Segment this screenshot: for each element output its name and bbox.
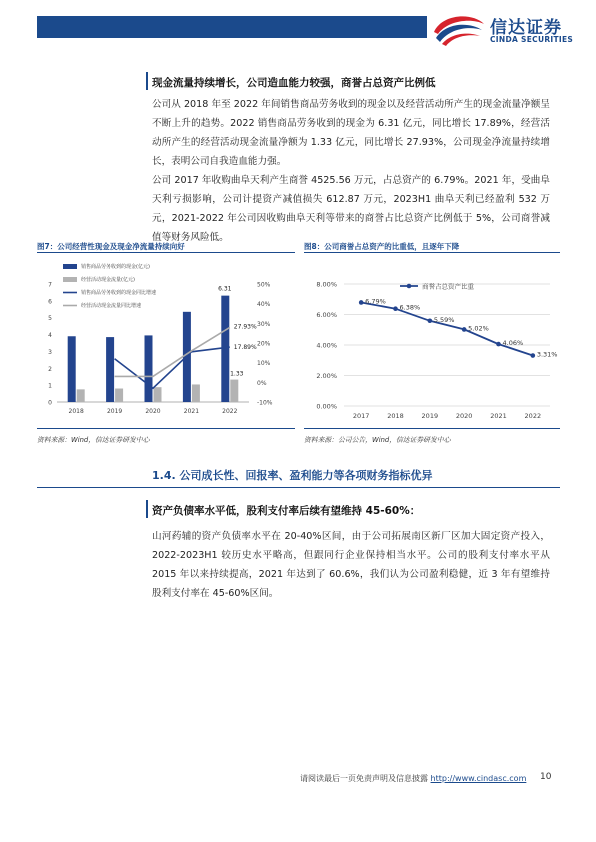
fig8-source: 资料来源：公司公告，Wind，信达证券研发中心 [304, 436, 451, 444]
left-tick-label: 6 [48, 298, 52, 306]
legend-label: 经营活动现金流量(亿元) [81, 277, 135, 283]
fig7-bottom-rule [37, 428, 295, 429]
legend-swatch-dot [407, 284, 412, 289]
x-tick-label: 2020 [145, 408, 161, 415]
fig7-title: 图7：公司经营性现金及现金净流量持续向好 [37, 242, 185, 251]
x-tick-label: 2022 [222, 408, 238, 415]
header-bar [37, 16, 427, 38]
legend-label: 商誉占总资产比重 [422, 282, 474, 291]
x-tick-label: 2019 [421, 412, 439, 420]
x-tick-label: 2017 [352, 412, 370, 420]
left-tick-label: 1 [48, 382, 52, 390]
legend-swatch [63, 277, 77, 282]
fig8-bottom-rule [304, 428, 560, 429]
bar-sales-cash [106, 337, 114, 402]
leverage-headline: 资产负债率水平低，股利支付率后续有望维持 45-60%： [152, 505, 421, 517]
legend-label: 经营活动现金流量同比增速 [81, 303, 142, 309]
fig8-chart [304, 256, 560, 424]
left-tick-label: 0 [48, 399, 52, 407]
goodwill-ratio-point [428, 318, 433, 323]
section-title-rule [37, 487, 560, 488]
right-tick-label: 0% [257, 379, 267, 387]
bar-op-cashflow [115, 389, 123, 402]
goodwill-ratio-point [462, 327, 467, 332]
fig7-chart [37, 256, 297, 424]
paragraph-goodwill: 公司 2017 年收购曲阜天利产生商誉 4525.56 万元，占总资产的 6.79%。2021 年，受曲阜天利亏损影响，公司计提资产减值损失 612.87 万元，2023H1 曲阜天利已经盈利 532 万元，2021-2022 年公司因收购曲阜天利等带来的商誉占比总资产比例低于 5%，公司商誉减值等财务风险低。 [152, 175, 550, 243]
data-label: 6.79% [365, 297, 386, 306]
right-tick-label: 40% [257, 301, 271, 309]
data-label: 1.33 [230, 370, 244, 378]
section-1-4-title: 1.4. 公司成长性、回报率、盈利能力等各项财务指标优异 [152, 469, 433, 482]
headline-accent-2 [146, 500, 148, 518]
left-tick-label: 5 [48, 315, 52, 323]
footer-disclaimer [300, 773, 526, 784]
data-label: 17.89% [233, 344, 257, 352]
legend-swatch [63, 264, 77, 269]
website-link[interactable]: http://www.cindasc.com [430, 774, 527, 783]
data-label: 27.93% [233, 323, 257, 331]
fig7-source: 资料来源：Wind，信达证券研发中心 [37, 436, 150, 444]
left-tick-label: 2 [48, 365, 52, 373]
data-label: 5.59% [433, 315, 455, 324]
right-tick-label: 50% [257, 281, 271, 289]
cinda-logo [432, 12, 582, 46]
right-tick-label: 20% [257, 340, 271, 348]
bar-op-cashflow [230, 380, 238, 402]
bar-sales-cash [221, 296, 229, 402]
paragraph-leverage: 山河药辅的资产负债率水平在 20-40%区间，由于公司拓展南区新厂区加大固定资产投入，2022-2023H1 较历史水平略高，但跟同行企业保持相当水平。公司的股利支付率水平从 2015 年以来持续提高，2021 年达到了 60.6%，我们认为公司盈利稳健，近 3 年有望维持股利支付率在 45-60%区间。 [152, 531, 550, 599]
left-tick-label: 7 [48, 281, 52, 289]
legend-label: 销售商品劳务收到的现金同比增速 [81, 290, 157, 296]
fig8-title: 图8：公司商誉占总资产的比重低，且逐年下降 [304, 242, 460, 251]
x-tick-label: 2021 [183, 408, 200, 415]
logo-emblem-icon [432, 12, 486, 46]
x-tick-label: 2022 [524, 412, 542, 420]
right-tick-label: 30% [257, 320, 271, 328]
page-number: 10 [540, 772, 552, 782]
goodwill-ratio-point [531, 353, 536, 358]
logo-chinese-name: 信达证券 [490, 18, 562, 38]
data-label: 4.06% [502, 339, 524, 348]
data-label: 6.38% [399, 303, 421, 312]
x-tick-label: 2020 [455, 412, 473, 420]
data-label: 5.02% [468, 324, 489, 333]
left-tick-label: 3 [48, 348, 52, 356]
x-tick-label: 2021 [490, 412, 507, 420]
fig7-title-rule [37, 252, 295, 253]
y-tick-label: 4.00% [316, 341, 337, 350]
left-tick-label: 4 [48, 332, 52, 340]
data-label: 3.31% [536, 350, 558, 359]
goodwill-ratio-line [361, 303, 533, 356]
legend-label: 销售商品劳务收到的现金(亿元) [81, 264, 150, 270]
bar-op-cashflow [192, 384, 200, 402]
goodwill-ratio-point [393, 306, 398, 311]
bar-op-cashflow [154, 387, 162, 402]
goodwill-ratio-point [359, 300, 364, 305]
x-tick-label: 2019 [106, 408, 123, 415]
right-tick-label: -10% [257, 399, 273, 407]
goodwill-ratio-point [496, 342, 501, 347]
line-sales-growth [115, 347, 230, 388]
bar-sales-cash [68, 336, 76, 402]
footer-text: 请阅读最后一页免责声明及信息披露 [300, 774, 428, 783]
logo-english-name: CINDA SECURITIES [490, 35, 574, 44]
right-tick-label: 10% [257, 360, 271, 368]
paragraph-cashflow: 公司从 2018 年至 2022 年间销售商品劳务收到的现金以及经营活动所产生的现金流量净额呈不断上升的趋势。2022 销售商品劳务收到的现金为 6.31 亿元，同比增长 17.89%，经营活动所产生的经营活动现金流量净额为 1.33 亿元，同比增长 27.93%，公司现金净流量持续增长，表明公司自我造血能力强。 [152, 99, 550, 167]
bar-op-cashflow [77, 389, 85, 402]
y-tick-label: 6.00% [316, 311, 337, 319]
x-tick-label: 2018 [387, 412, 404, 420]
y-tick-label: 0.00% [316, 402, 337, 411]
data-label: 6.31 [218, 285, 232, 293]
y-tick-label: 2.00% [316, 372, 337, 380]
headline-accent [146, 72, 148, 90]
bar-sales-cash [145, 335, 153, 402]
fig8-title-rule [304, 252, 560, 253]
section-headline: 现金流量持续增长，公司造血能力较强，商誉占总资产比例低 [152, 77, 436, 89]
y-tick-label: 8.00% [316, 280, 337, 289]
x-tick-label: 2018 [68, 408, 84, 415]
